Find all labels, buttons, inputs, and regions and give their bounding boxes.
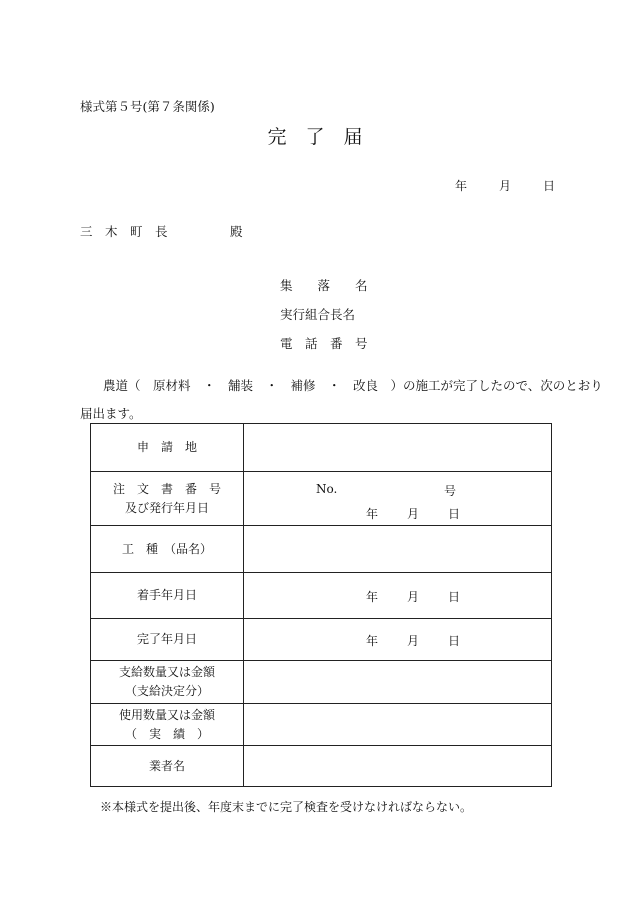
- start-date: [366, 588, 460, 605]
- table-row-used-quantity: [91, 704, 552, 746]
- date-year: 年: [455, 179, 468, 193]
- submission-date: [455, 177, 555, 194]
- body-text-line-1: 農道（ 原材料 ・ 舗装 ・ 補修 ・ 改良 ）の施工が完了したので、次のとおり: [103, 378, 603, 393]
- field-contractor[interactable]: [244, 746, 552, 787]
- field-used-quantity[interactable]: [244, 704, 552, 746]
- label-completion-date: 完了年月日: [91, 619, 244, 661]
- table-row-contractor: [91, 746, 552, 787]
- label-order-number-line2: 及び発行年月日: [124, 500, 209, 515]
- label-supplied-quantity-line1: 支給数量又は金額: [118, 665, 215, 680]
- page-title: 完 了 届: [267, 126, 363, 148]
- table-row-order-number: [91, 472, 552, 526]
- table-row-application-site: [91, 424, 552, 472]
- completion-date: [366, 632, 460, 649]
- label-work-type: 工 種 （品名）: [91, 526, 244, 573]
- order-no-prefix: No.: [316, 482, 338, 496]
- completion-date-month: 月: [406, 634, 419, 648]
- table-row-completion-date: [91, 619, 552, 661]
- label-used-quantity-line2: （ 実 績 ）: [124, 726, 209, 741]
- order-no-suffix: 号: [444, 484, 457, 498]
- label-supplied-quantity-line2: （支給決定分）: [124, 684, 209, 698]
- field-order-number[interactable]: [244, 472, 552, 526]
- order-issue-date: [366, 505, 460, 522]
- label-used-quantity: [91, 704, 244, 746]
- label-used-quantity-line1: 使用数量又は金額: [118, 707, 215, 722]
- completion-date-year: 年: [366, 634, 379, 648]
- label-order-number-line1: 注 文 書 番 号: [112, 481, 221, 496]
- footnote: ※本様式を提出後、年度末までに完了検査を受けなければならない。: [100, 800, 473, 814]
- order-date-month: 月: [406, 507, 419, 521]
- body-text-line-2: 届出ます。: [80, 406, 142, 421]
- label-supplied-quantity: [91, 661, 244, 704]
- applicant-chairman-label: 実行組合長名: [280, 307, 356, 322]
- field-application-site[interactable]: [244, 424, 552, 472]
- field-supplied-quantity[interactable]: [244, 661, 552, 704]
- form-number: 様式第５号(第７条関係): [80, 99, 215, 114]
- addressee: 三 木 町 長 殿: [80, 224, 243, 239]
- label-start-date: 着手年月日: [91, 573, 244, 619]
- applicant-village-label: 集 落 名: [280, 278, 368, 293]
- start-date-year: 年: [366, 590, 379, 604]
- label-order-number: [91, 472, 244, 526]
- completion-date-day: 日: [447, 634, 460, 648]
- label-application-site: 申 請 地: [91, 424, 244, 472]
- date-day: 日: [542, 179, 555, 193]
- start-date-month: 月: [406, 590, 419, 604]
- field-completion-date[interactable]: [244, 619, 552, 661]
- applicant-phone-label: 電 話 番 号: [280, 336, 368, 351]
- table-row-start-date: [91, 573, 552, 619]
- date-month: 月: [498, 179, 511, 193]
- start-date-day: 日: [447, 590, 460, 604]
- order-date-year: 年: [366, 507, 379, 521]
- completion-form-table: [90, 423, 552, 787]
- field-start-date[interactable]: [244, 573, 552, 619]
- field-work-type[interactable]: [244, 526, 552, 573]
- order-date-day: 日: [447, 507, 460, 521]
- label-contractor: 業者名: [91, 746, 244, 787]
- table-row-work-type: [91, 526, 552, 573]
- table-row-supplied-quantity: [91, 661, 552, 704]
